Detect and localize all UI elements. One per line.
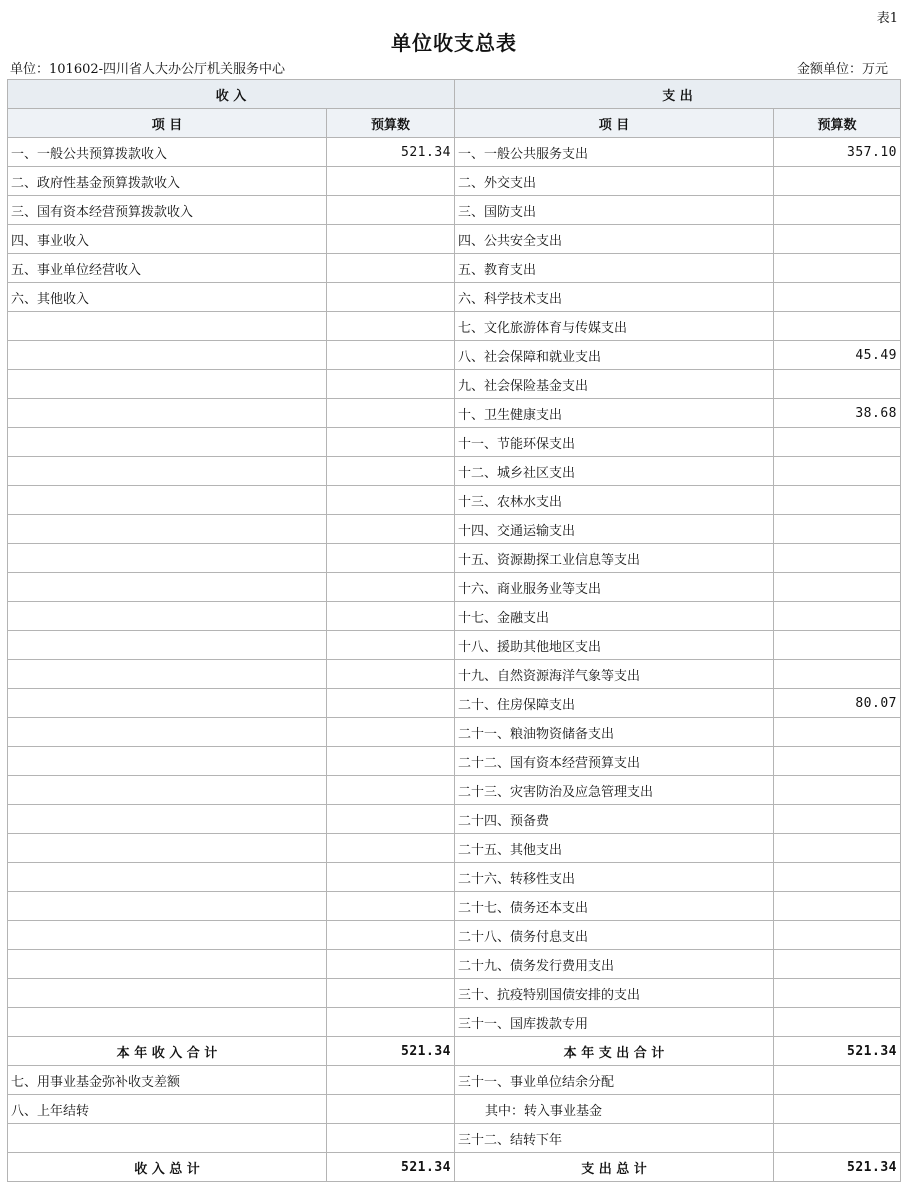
table-row xyxy=(8,486,901,515)
expense-item-label: 三十一、事业单位结余分配 xyxy=(455,1066,774,1095)
expense-section-header: 支 出 xyxy=(455,80,901,109)
income-item-label xyxy=(8,1008,327,1037)
income-item-label xyxy=(8,457,327,486)
table-row xyxy=(8,950,901,979)
table-row xyxy=(8,602,901,631)
expense-item-label: 二十九、债务发行费用支出 xyxy=(455,950,774,979)
expense-budget-value xyxy=(774,1124,901,1153)
income-item-label xyxy=(8,689,327,718)
income-item-label xyxy=(8,776,327,805)
table-number-tag: 表1 xyxy=(876,11,898,26)
income-budget-value xyxy=(327,689,455,718)
table-row xyxy=(8,892,901,921)
income-budget-value xyxy=(327,921,455,950)
income-item-label: 六、其他收入 xyxy=(8,283,327,312)
expense-item-label: 三十、抗疫特别国债安排的支出 xyxy=(455,979,774,1008)
income-budget-value xyxy=(327,283,455,312)
table-row xyxy=(8,863,901,892)
income-item-label xyxy=(8,979,327,1008)
expense-budget-value xyxy=(774,515,901,544)
income-budget-value xyxy=(327,950,455,979)
income-budget-value xyxy=(327,631,455,660)
table-row xyxy=(8,544,901,573)
unit-name: 单位：101602-四川省人大办公厅机关服务中心 xyxy=(10,62,286,77)
expense-item-label: 十一、节能环保支出 xyxy=(455,428,774,457)
expense-budget-value xyxy=(774,254,901,283)
expense-budget-value xyxy=(774,1066,901,1095)
income-budget-value xyxy=(327,892,455,921)
expense-budget-value xyxy=(774,312,901,341)
year-expense-total-value: 521.34 xyxy=(774,1037,901,1066)
expense-budget-value xyxy=(774,1095,901,1124)
income-budget-value xyxy=(327,1124,455,1153)
income-budget-value xyxy=(327,602,455,631)
grand-total-row xyxy=(8,1153,901,1182)
table-row xyxy=(8,1066,901,1095)
table-row xyxy=(8,718,901,747)
expense-item-label: 三十一、国库拨款专用 xyxy=(455,1008,774,1037)
income-item-label xyxy=(8,863,327,892)
table-row xyxy=(8,1008,901,1037)
table-row xyxy=(8,834,901,863)
table-row xyxy=(8,631,901,660)
income-item-label: 四、事业收入 xyxy=(8,225,327,254)
expense-item-label: 十六、商业服务业等支出 xyxy=(455,573,774,602)
expense-item-label: 七、文化旅游体育与传媒支出 xyxy=(455,312,774,341)
expense-budget-value xyxy=(774,486,901,515)
expense-item-label: 二十八、债务付息支出 xyxy=(455,921,774,950)
expense-grand-total-value: 521.34 xyxy=(774,1153,901,1182)
income-item-label: 二、政府性基金预算拨款收入 xyxy=(8,167,327,196)
year-total-row xyxy=(8,1037,901,1066)
expense-item-label: 四、公共安全支出 xyxy=(455,225,774,254)
table-row xyxy=(8,747,901,776)
income-budget-value xyxy=(327,515,455,544)
expense-budget-value xyxy=(774,950,901,979)
income-item-label xyxy=(8,341,327,370)
income-item-label xyxy=(8,544,327,573)
expense-item-label: 二十一、粮油物资储备支出 xyxy=(455,718,774,747)
income-budget-value xyxy=(327,544,455,573)
expense-item-label: 二、外交支出 xyxy=(455,167,774,196)
expense-budget-value: 45.49 xyxy=(774,341,901,370)
income-item-label xyxy=(8,631,327,660)
table-row xyxy=(8,370,901,399)
expense-item-label: 三、国防支出 xyxy=(455,196,774,225)
income-item-label xyxy=(8,805,327,834)
expense-budget-value xyxy=(774,457,901,486)
expense-budget-value xyxy=(774,747,901,776)
table-row xyxy=(8,457,901,486)
expense-item-label: 五、教育支出 xyxy=(455,254,774,283)
amount-unit: 金额单位：万元 xyxy=(796,62,888,77)
income-item-label xyxy=(8,921,327,950)
income-item-label: 三、国有资本经营预算拨款收入 xyxy=(8,196,327,225)
income-item-label: 五、事业单位经营收入 xyxy=(8,254,327,283)
income-budget-value xyxy=(327,341,455,370)
income-item-label xyxy=(8,602,327,631)
income-budget-value xyxy=(327,399,455,428)
year-income-total-value: 521.34 xyxy=(327,1037,455,1066)
expense-item-label: 二十四、预备费 xyxy=(455,805,774,834)
expense-budget-value xyxy=(774,573,901,602)
table-row xyxy=(8,1095,901,1124)
expense-item-label: 其中：转入事业基金 xyxy=(455,1095,774,1124)
expense-item-label: 十二、城乡社区支出 xyxy=(455,457,774,486)
income-item-label: 七、用事业基金弥补收支差额 xyxy=(8,1066,327,1095)
expense-item-label: 一、一般公共服务支出 xyxy=(455,138,774,167)
income-item-label xyxy=(8,1124,327,1153)
income-budget-value xyxy=(327,573,455,602)
income-budget-value xyxy=(327,370,455,399)
income-item-label xyxy=(8,718,327,747)
expense-item-label: 二十六、转移性支出 xyxy=(455,863,774,892)
income-budget-value xyxy=(327,457,455,486)
income-budget-value xyxy=(327,254,455,283)
income-item-label xyxy=(8,747,327,776)
expense-budget-value xyxy=(774,428,901,457)
expense-item-label: 二十三、灾害防治及应急管理支出 xyxy=(455,776,774,805)
income-item-label xyxy=(8,660,327,689)
table-row xyxy=(8,776,901,805)
income-budget-value xyxy=(327,1066,455,1095)
table-row xyxy=(8,428,901,457)
table-row xyxy=(8,167,901,196)
income-budget-value xyxy=(327,486,455,515)
expense-budget-value: 80.07 xyxy=(774,689,901,718)
expense-item-label: 十、卫生健康支出 xyxy=(455,399,774,428)
income-budget-value xyxy=(327,312,455,341)
expense-budget-value xyxy=(774,631,901,660)
page-title: 单位收支总表 xyxy=(391,31,517,55)
table-row xyxy=(8,573,901,602)
income-budget-value xyxy=(327,660,455,689)
table-row xyxy=(8,138,901,167)
table-row xyxy=(8,196,901,225)
expense-item-label: 十七、金融支出 xyxy=(455,602,774,631)
income-budget-value xyxy=(327,428,455,457)
income-item-label xyxy=(8,515,327,544)
income-budget-value xyxy=(327,979,455,1008)
table-row xyxy=(8,341,901,370)
income-budget-value xyxy=(327,167,455,196)
budget-summary-table xyxy=(7,79,901,1182)
income-budget-value xyxy=(327,225,455,254)
income-budget-value xyxy=(327,776,455,805)
income-item-label xyxy=(8,573,327,602)
expense-budget-value xyxy=(774,660,901,689)
table-row xyxy=(8,515,901,544)
expense-item-label: 十九、自然资源海洋气象等支出 xyxy=(455,660,774,689)
expense-item-label: 三十二、结转下年 xyxy=(455,1124,774,1153)
expense-budget-value xyxy=(774,776,901,805)
table-row xyxy=(8,1124,901,1153)
expense-item-label: 十八、援助其他地区支出 xyxy=(455,631,774,660)
expense-item-label: 十四、交通运输支出 xyxy=(455,515,774,544)
income-item-label xyxy=(8,834,327,863)
income-grand-total-value: 521.34 xyxy=(327,1153,455,1182)
income-item-label xyxy=(8,486,327,515)
income-item-label xyxy=(8,950,327,979)
expense-budget-value xyxy=(774,834,901,863)
year-income-total-label: 本 年 收 入 合 计 xyxy=(8,1037,327,1066)
table-row xyxy=(8,254,901,283)
expense-budget-value xyxy=(774,1008,901,1037)
expense-budget-value xyxy=(774,805,901,834)
expense-budget-value: 38.68 xyxy=(774,399,901,428)
income-section-header: 收 入 xyxy=(8,80,455,109)
income-item-label xyxy=(8,312,327,341)
table-row xyxy=(8,689,901,718)
expense-budget-value xyxy=(774,863,901,892)
expense-budget-value xyxy=(774,225,901,254)
income-item-label: 一、一般公共预算拨款收入 xyxy=(8,138,327,167)
income-budget-value xyxy=(327,1095,455,1124)
expense-item-label: 二十七、债务还本支出 xyxy=(455,892,774,921)
expense-budget-value xyxy=(774,979,901,1008)
income-budget-value xyxy=(327,1008,455,1037)
expense-item-label: 八、社会保障和就业支出 xyxy=(455,341,774,370)
expense-item-label: 二十二、国有资本经营预算支出 xyxy=(455,747,774,776)
table-row xyxy=(8,805,901,834)
income-grand-total-label: 收 入 总 计 xyxy=(8,1153,327,1182)
expense-budget-value xyxy=(774,602,901,631)
income-budget-value xyxy=(327,196,455,225)
expense-item-label: 十五、资源勘探工业信息等支出 xyxy=(455,544,774,573)
income-item-label xyxy=(8,428,327,457)
income-item-column-header: 项 目 xyxy=(8,109,327,138)
table-row xyxy=(8,921,901,950)
income-budget-value xyxy=(327,747,455,776)
expense-budget-value: 357.10 xyxy=(774,138,901,167)
expense-item-label: 二十五、其他支出 xyxy=(455,834,774,863)
table-row xyxy=(8,283,901,312)
expense-budget-value xyxy=(774,718,901,747)
income-item-label xyxy=(8,399,327,428)
expense-budget-value xyxy=(774,167,901,196)
income-item-label xyxy=(8,892,327,921)
income-budget-value xyxy=(327,863,455,892)
expense-budget-value xyxy=(774,370,901,399)
income-budget-value xyxy=(327,834,455,863)
table-row xyxy=(8,660,901,689)
expense-budget-value xyxy=(774,544,901,573)
table-row xyxy=(8,312,901,341)
income-item-label xyxy=(8,370,327,399)
income-budget-value: 521.34 xyxy=(327,138,455,167)
expense-budget-column-header: 预算数 xyxy=(774,109,901,138)
year-expense-total-label: 本 年 支 出 合 计 xyxy=(455,1037,774,1066)
income-item-label: 八、上年结转 xyxy=(8,1095,327,1124)
expense-budget-value xyxy=(774,196,901,225)
income-budget-value xyxy=(327,805,455,834)
expense-budget-value xyxy=(774,892,901,921)
table-row xyxy=(8,399,901,428)
expense-budget-value xyxy=(774,921,901,950)
expense-item-label: 十三、农林水支出 xyxy=(455,486,774,515)
expense-budget-value xyxy=(774,283,901,312)
income-budget-column-header: 预算数 xyxy=(327,109,455,138)
expense-item-label: 六、科学技术支出 xyxy=(455,283,774,312)
expense-item-label: 二十、住房保障支出 xyxy=(455,689,774,718)
table-row xyxy=(8,225,901,254)
expense-grand-total-label: 支 出 总 计 xyxy=(455,1153,774,1182)
expense-item-column-header: 项 目 xyxy=(455,109,774,138)
expense-item-label: 九、社会保险基金支出 xyxy=(455,370,774,399)
income-budget-value xyxy=(327,718,455,747)
table-row xyxy=(8,979,901,1008)
